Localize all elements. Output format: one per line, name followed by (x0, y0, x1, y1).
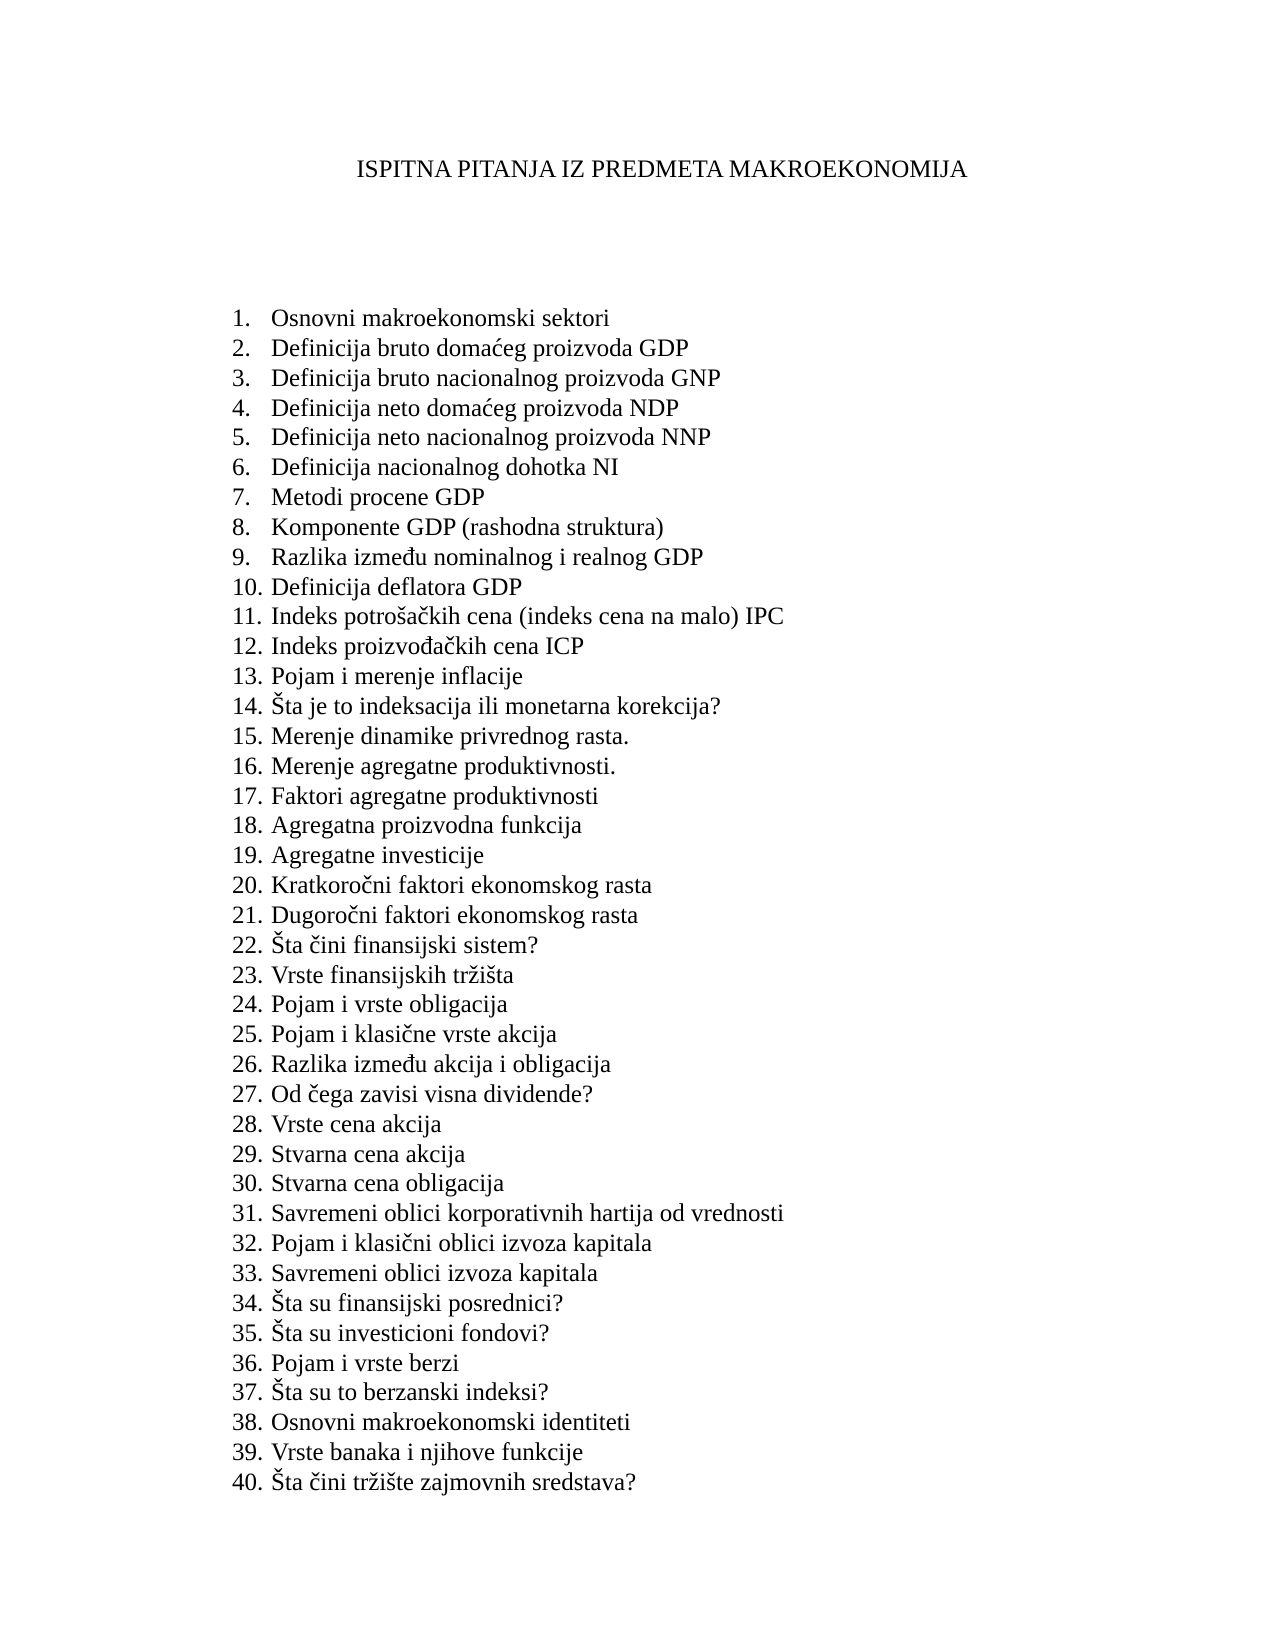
question-text: Savremeni oblici izvoza kapitala (271, 1260, 598, 1287)
question-number: 8. (232, 513, 251, 541)
question-text: Indeks potrošačkih cena (indeks cena na malo) IPC (271, 603, 785, 631)
question-number: 39. (232, 1439, 264, 1467)
question-item (232, 483, 784, 513)
question-item (232, 1259, 784, 1289)
question-number: 34. (232, 1289, 264, 1317)
question-item (232, 453, 784, 483)
question-text: Pojam i vrste obligacija (271, 991, 508, 1019)
question-number: 31. (232, 1200, 264, 1228)
question-text: Šta su to berzanski indeksi? (271, 1379, 549, 1407)
question-item (232, 394, 784, 424)
question-number: 35. (232, 1319, 264, 1347)
question-item (232, 1080, 784, 1110)
question-text: Metodi procene GDP (271, 484, 485, 512)
question-item (232, 782, 784, 812)
question-item (232, 573, 784, 603)
question-number: 38. (232, 1409, 264, 1437)
question-item (232, 1020, 784, 1050)
question-text: Razlika između akcija i obligacija (271, 1051, 612, 1079)
question-text: Pojam i klasične vrste akcija (271, 1021, 558, 1049)
question-text: Definicija bruto domaćeg proizvoda GDP (271, 334, 689, 362)
question-number: 37. (232, 1379, 264, 1407)
question-text: Indeks proizvođačkih cena ICP (271, 633, 585, 661)
question-item (232, 1169, 784, 1199)
question-item (232, 1050, 784, 1080)
question-item (232, 871, 784, 901)
question-item (232, 1468, 784, 1498)
question-item (232, 513, 784, 543)
question-number: 4. (232, 394, 251, 422)
question-number: 16. (232, 752, 264, 780)
question-number: 6. (232, 454, 251, 482)
question-text: Definicija neto nacionalnog proizvoda NNP (271, 424, 712, 452)
question-item (232, 334, 784, 364)
question-text: Od čega zavisi visna dividende? (271, 1080, 594, 1108)
question-number: 19. (232, 842, 264, 870)
question-item (232, 931, 784, 961)
question-number: 7. (232, 484, 251, 512)
question-number: 3. (232, 364, 251, 392)
question-item (232, 1140, 784, 1170)
question-number: 11. (232, 603, 263, 631)
question-item (232, 990, 784, 1020)
question-text: Osnovni makroekonomski sektori (271, 305, 610, 332)
question-text: Stvarna cena obligacija (271, 1170, 505, 1198)
question-text: Šta su finansijski posrednici? (271, 1289, 564, 1317)
question-list (232, 304, 784, 1498)
question-number: 26. (232, 1051, 264, 1079)
question-text: Šta čini finansijski sistem? (271, 931, 539, 959)
question-text: Pojam i klasični oblici izvoza kapitala (271, 1230, 653, 1258)
question-number: 1. (232, 305, 251, 332)
question-item (232, 364, 784, 394)
question-number: 17. (232, 782, 264, 810)
question-text: Vrste banaka i njihove funkcije (271, 1439, 584, 1467)
question-number: 25. (232, 1021, 264, 1049)
question-text: Savremeni oblici korporativnih hartija od vrednosti (271, 1200, 785, 1228)
question-item (232, 1199, 784, 1229)
question-text: Komponente GDP (rashodna struktura) (271, 513, 664, 541)
question-number: 5. (232, 424, 251, 452)
question-text: Dugoročni faktori ekonomskog rasta (271, 901, 639, 929)
question-item (232, 423, 784, 453)
question-text: Stvarna cena akcija (271, 1140, 466, 1168)
question-number: 33. (232, 1260, 264, 1287)
question-number: 21. (232, 901, 264, 929)
question-text: Šta čini tržište zajmovnih sredstava? (271, 1468, 637, 1496)
question-number: 23. (232, 961, 264, 989)
question-item (232, 692, 784, 722)
document-title: ISPITNA PITANJA IZ PREDMETA MAKROEKONOMIJA (356, 156, 968, 183)
question-text: Vrste finansijskih tržišta (271, 961, 514, 989)
question-number: 40. (232, 1468, 264, 1496)
question-number: 9. (232, 543, 251, 571)
question-item (232, 1378, 784, 1408)
question-item (232, 1289, 784, 1319)
question-text: Merenje dinamike privrednog rasta. (271, 722, 630, 750)
question-text: Faktori agregatne produktivnosti (271, 782, 599, 810)
question-number: 12. (232, 633, 264, 661)
question-number: 2. (232, 334, 251, 362)
question-item (232, 602, 784, 632)
question-text: Vrste cena akcija (271, 1110, 442, 1138)
question-text: Definicija nacionalnog dohotka NI (271, 454, 619, 482)
question-number: 10. (232, 573, 264, 601)
question-item (232, 304, 784, 334)
question-item (232, 1349, 784, 1379)
question-text: Šta su investicioni fondovi? (271, 1319, 550, 1347)
question-text: Pojam i vrste berzi (271, 1349, 460, 1377)
question-number: 18. (232, 812, 264, 840)
question-text: Merenje agregatne produktivnosti. (271, 752, 617, 780)
question-number: 36. (232, 1349, 264, 1377)
question-item (232, 811, 784, 841)
question-item (232, 841, 784, 871)
question-item (232, 752, 784, 782)
question-number: 30. (232, 1170, 264, 1198)
question-text: Kratkoročni faktori ekonomskog rasta (271, 872, 653, 900)
question-item (232, 632, 784, 662)
question-text: Definicija neto domaćeg proizvoda NDP (271, 394, 680, 422)
question-text: Osnovni makroekonomski identiteti (271, 1409, 631, 1437)
question-item (232, 1408, 784, 1438)
question-number: 32. (232, 1230, 264, 1258)
question-number: 27. (232, 1080, 264, 1108)
question-item (232, 1438, 784, 1468)
question-number: 28. (232, 1110, 264, 1138)
question-item (232, 901, 784, 931)
question-number: 20. (232, 872, 264, 900)
question-number: 15. (232, 722, 264, 750)
question-number: 29. (232, 1140, 264, 1168)
question-number: 24. (232, 991, 264, 1019)
question-text: Razlika između nominalnog i realnog GDP (271, 543, 704, 571)
question-item (232, 1229, 784, 1259)
question-item (232, 722, 784, 752)
question-text: Agregatne investicije (271, 842, 485, 870)
question-item (232, 662, 784, 692)
question-item (232, 1110, 784, 1140)
question-number: 13. (232, 663, 264, 691)
question-number: 22. (232, 931, 264, 959)
question-item (232, 961, 784, 991)
question-item (232, 1319, 784, 1349)
question-text: Pojam i merenje inflacije (271, 663, 523, 691)
question-text: Definicija bruto nacionalnog proizvoda GNP (271, 364, 721, 392)
question-text: Agregatna proizvodna funkcija (271, 812, 582, 840)
question-text: Šta je to indeksacija ili monetarna korekcija? (271, 692, 721, 720)
question-text: Definicija deflatora GDP (271, 573, 523, 601)
question-item (232, 543, 784, 573)
question-number: 14. (232, 692, 264, 720)
